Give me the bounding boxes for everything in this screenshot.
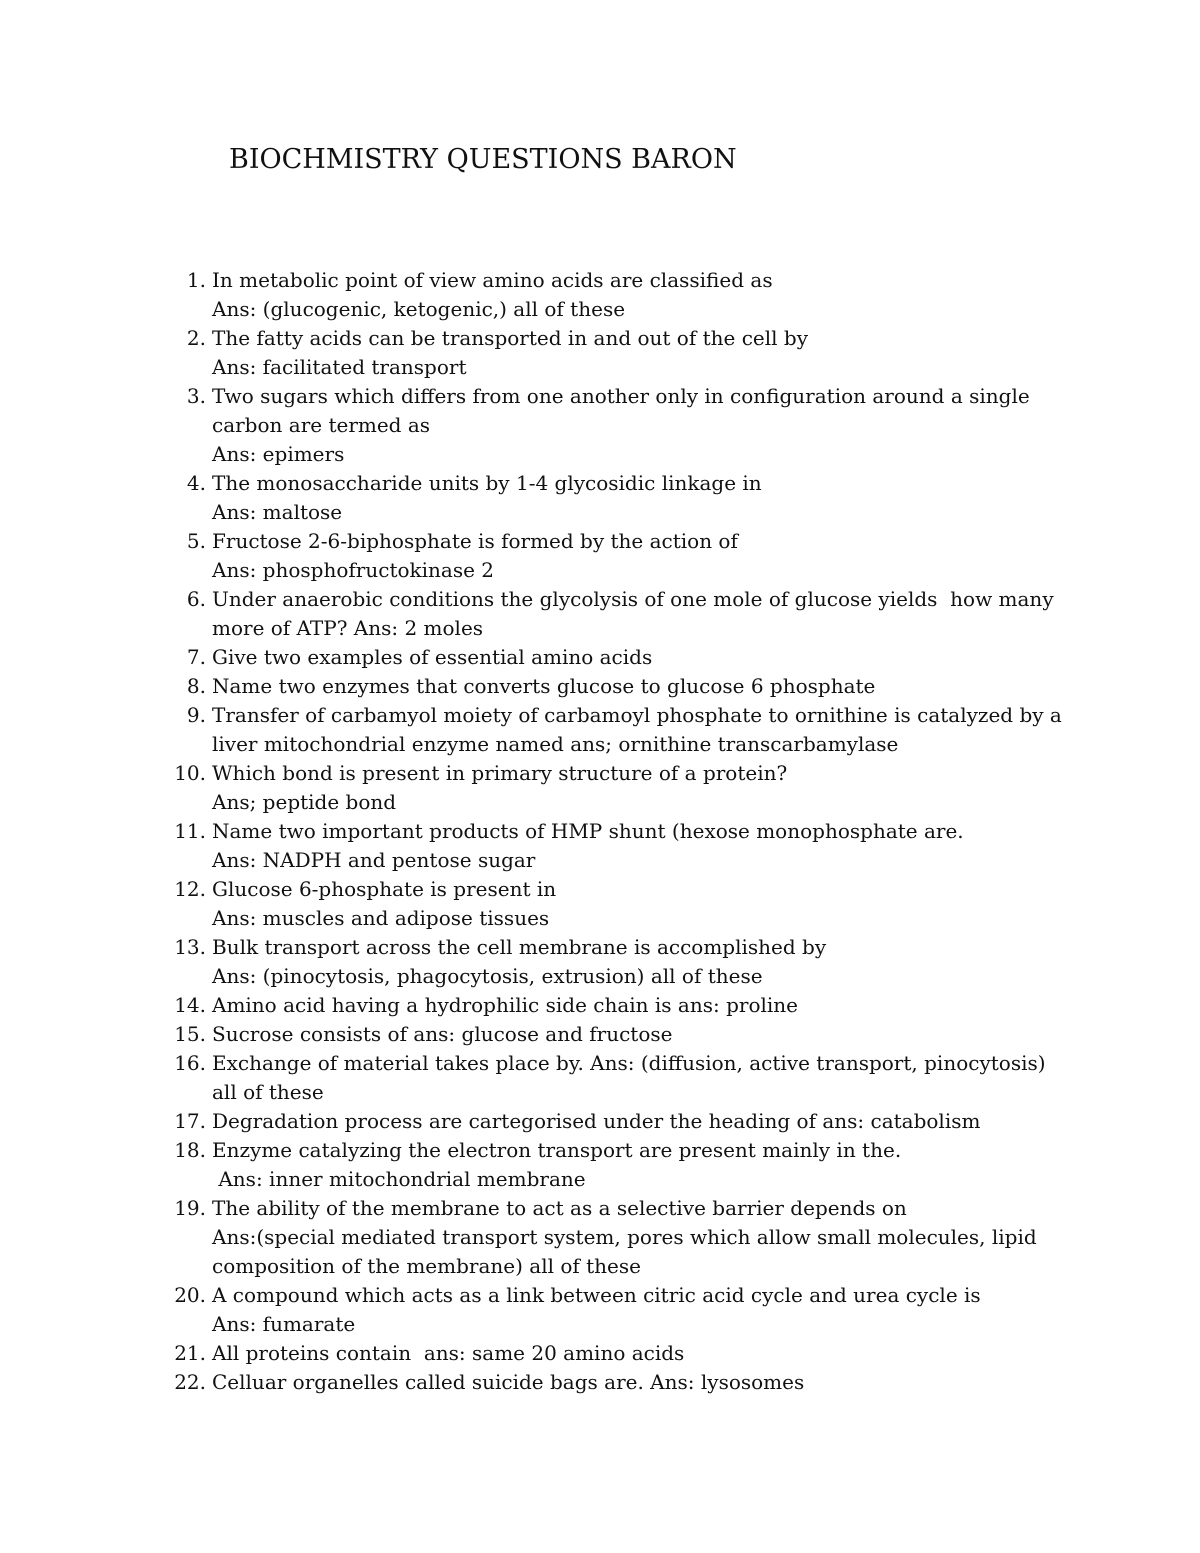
question-number: 3. [186, 384, 206, 408]
question-number: 21. [174, 1341, 206, 1365]
question-text-line: Give two examples of essential amino acids [212, 645, 653, 669]
question-text-line: Transfer of carbamyol moiety of carbamoyl phosphate to ornithine is catalyzed by a [212, 703, 1062, 727]
question-item [150, 933, 1070, 991]
question-item [150, 469, 1070, 527]
question-item [150, 324, 1070, 382]
question-number: 20. [174, 1283, 206, 1307]
question-text-line: Celluar organelles called suicide bags are. Ans: lysosomes [212, 1370, 805, 1394]
question-item [150, 1049, 1070, 1107]
question-number: 12. [174, 877, 206, 901]
question-text-line: composition of the membrane) all of these [212, 1254, 641, 1278]
question-text-line: more of ATP? Ans: 2 moles [212, 616, 484, 640]
question-item [150, 1281, 1070, 1339]
question-text-line: all of these [212, 1080, 324, 1104]
question-item [150, 1194, 1070, 1281]
question-number: 6. [186, 587, 206, 611]
question-number: 14. [174, 993, 206, 1017]
question-number: 1. [186, 268, 206, 292]
question-item [150, 1136, 1070, 1194]
question-text-line: Bulk transport across the cell membrane is accomplished by [212, 935, 827, 959]
question-text-line: Ans: (pinocytosis, phagocytosis, extrusion) all of these [212, 964, 763, 988]
question-number: 9. [186, 703, 206, 727]
question-number: 5. [186, 529, 206, 553]
question-text-line: Sucrose consists of ans: glucose and fructose [212, 1022, 673, 1046]
question-item [150, 817, 1070, 875]
question-text-line: Ans: inner mitochondrial membrane [212, 1167, 586, 1191]
question-number: 19. [174, 1196, 206, 1220]
question-text-line: Degradation process are cartegorised under the heading of ans: catabolism [212, 1109, 981, 1133]
question-item [150, 266, 1070, 324]
question-text-line: Enzyme catalyzing the electron transport are present mainly in the. [212, 1138, 902, 1162]
question-text-line: The ability of the membrane to act as a selective barrier depends on [212, 1196, 907, 1220]
question-text-line: Ans: (glucogenic, ketogenic,) all of these [212, 297, 626, 321]
question-number: 8. [186, 674, 206, 698]
question-item [150, 643, 1070, 672]
page-title: BIOCHMISTRY QUESTIONS BARON [229, 144, 737, 175]
question-item [150, 1020, 1070, 1049]
question-text-line: Amino acid having a hydrophilic side chain is ans: proline [212, 993, 798, 1017]
question-item [150, 527, 1070, 585]
question-item [150, 672, 1070, 701]
question-text-line: Which bond is present in primary structure of a protein? [212, 761, 788, 785]
question-text-line: Ans:(special mediated transport system, pores which allow small molecules, lipid [212, 1225, 1037, 1249]
question-item [150, 991, 1070, 1020]
question-text-line: All proteins contain ans: same 20 amino acids [212, 1341, 685, 1365]
question-text-line: The fatty acids can be transported in and out of the cell by [212, 326, 808, 350]
question-text-line: Ans: muscles and adipose tissues [212, 906, 550, 930]
question-text-line: A compound which acts as a link between citric acid cycle and urea cycle is [212, 1283, 981, 1307]
question-text-line: Fructose 2-6-biphosphate is formed by the action of [212, 529, 738, 553]
question-text-line: Ans: epimers [212, 442, 345, 466]
question-text-line: Name two important products of HMP shunt (hexose monophosphate are. [212, 819, 964, 843]
question-number: 15. [174, 1022, 206, 1046]
question-text-line: In metabolic point of view amino acids are classified as [212, 268, 773, 292]
question-item [150, 1107, 1070, 1136]
question-text-line: Name two enzymes that converts glucose to glucose 6 phosphate [212, 674, 876, 698]
question-number: 17. [174, 1109, 206, 1133]
question-text-line: carbon are termed as [212, 413, 431, 437]
question-text-line: Glucose 6-phosphate is present in [212, 877, 557, 901]
question-text-line: liver mitochondrial enzyme named ans; ornithine transcarbamylase [212, 732, 899, 756]
question-item [150, 1339, 1070, 1368]
question-number: 11. [174, 819, 206, 843]
question-number: 16. [174, 1051, 206, 1075]
question-text-line: Under anaerobic conditions the glycolysis of one mole of glucose yields how many [212, 587, 1054, 611]
question-item [150, 875, 1070, 933]
question-text-line: Ans: facilitated transport [212, 355, 467, 379]
question-number: 18. [174, 1138, 206, 1162]
question-text-line: Ans: phosphofructokinase 2 [212, 558, 495, 582]
question-text-line: Exchange of material takes place by. Ans: (diffusion, active transport, pinocytosis) [212, 1051, 1046, 1075]
question-number: 10. [174, 761, 206, 785]
question-text-line: Ans: NADPH and pentose sugar [212, 848, 536, 872]
question-item [150, 382, 1070, 469]
question-item [150, 759, 1070, 817]
question-number: 7. [186, 645, 206, 669]
question-item [150, 585, 1070, 643]
question-item [150, 701, 1070, 759]
question-text-line: Ans; peptide bond [212, 790, 397, 814]
question-text-line: Ans: maltose [212, 500, 343, 524]
question-number: 13. [174, 935, 206, 959]
question-text-line: Two sugars which differs from one another only in configuration around a single [212, 384, 1030, 408]
question-number: 4. [186, 471, 206, 495]
question-list [150, 266, 1070, 1397]
question-number: 2. [186, 326, 206, 350]
question-item [150, 1368, 1070, 1397]
question-text-line: The monosaccharide units by 1-4 glycosidic linkage in [212, 471, 762, 495]
question-text-line: Ans: fumarate [212, 1312, 356, 1336]
question-number: 22. [174, 1370, 206, 1394]
